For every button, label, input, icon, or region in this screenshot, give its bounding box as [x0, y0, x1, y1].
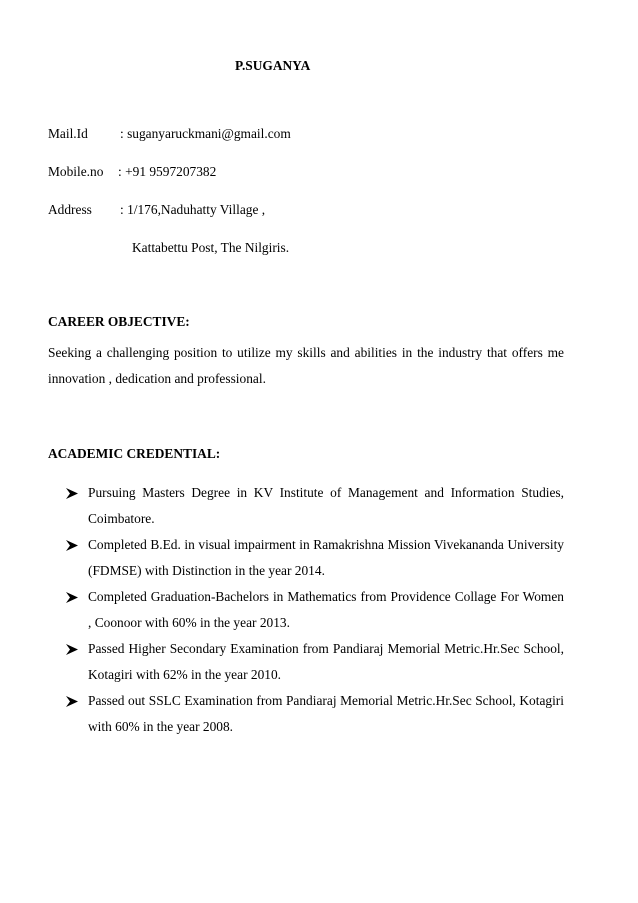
arrow-bullet-icon: [66, 688, 80, 707]
mail-value: : suganyaruckmani@gmail.com: [120, 126, 291, 141]
mobile-value: : +91 9597207382: [118, 164, 217, 179]
list-item: [66, 636, 564, 688]
arrow-bullet-icon: [66, 532, 80, 551]
academic-item-text: Passed Higher Secondary Examination from Pandiaraj Memorial Metric.Hr.Sec School, Kotagiri with 62% in the year 2010.: [88, 641, 564, 682]
mail-label: Mail.Id: [48, 126, 88, 141]
arrow-bullet-icon: [66, 636, 80, 655]
academic-item-text: Completed B.Ed. in visual impairment in Ramakrishna Mission Vivekananda University (FDMSE) with Distinction in the year 2014.: [88, 537, 564, 578]
list-item: [66, 532, 564, 584]
academic-credential-heading: ACADEMIC CREDENTIAL:: [48, 446, 221, 461]
career-objective-text: Seeking a challenging position to utilize my skills and abilities in the industry that offers me innovation , dedication and professional.: [48, 345, 564, 386]
candidate-name: P.SUGANYA: [235, 58, 311, 73]
arrow-bullet-icon: [66, 480, 80, 499]
address-label: Address: [48, 202, 92, 217]
list-item: [66, 480, 564, 532]
address-line-1: : 1/176,Naduhatty Village ,: [120, 202, 266, 217]
academic-item-text: Passed out SSLC Examination from Pandiaraj Memorial Metric.Hr.Sec School, Kotagiri with 60% in the year 2008.: [88, 693, 564, 734]
list-item: [66, 688, 564, 740]
address-line-2: Kattabettu Post, The Nilgiris.: [132, 240, 290, 255]
academic-credential-list: [66, 480, 564, 740]
arrow-bullet-icon: [66, 584, 80, 603]
academic-item-text: Completed Graduation-Bachelors in Mathematics from Providence Collage For Women , Coonoor with 60% in the year 2013.: [88, 589, 564, 630]
list-item: [66, 584, 564, 636]
mobile-label: Mobile.no: [48, 164, 104, 179]
academic-item-text: Pursuing Masters Degree in KV Institute of Management and Information Studies, Coimbatore.: [88, 485, 564, 526]
career-objective-heading: CAREER OBJECTIVE:: [48, 314, 190, 329]
